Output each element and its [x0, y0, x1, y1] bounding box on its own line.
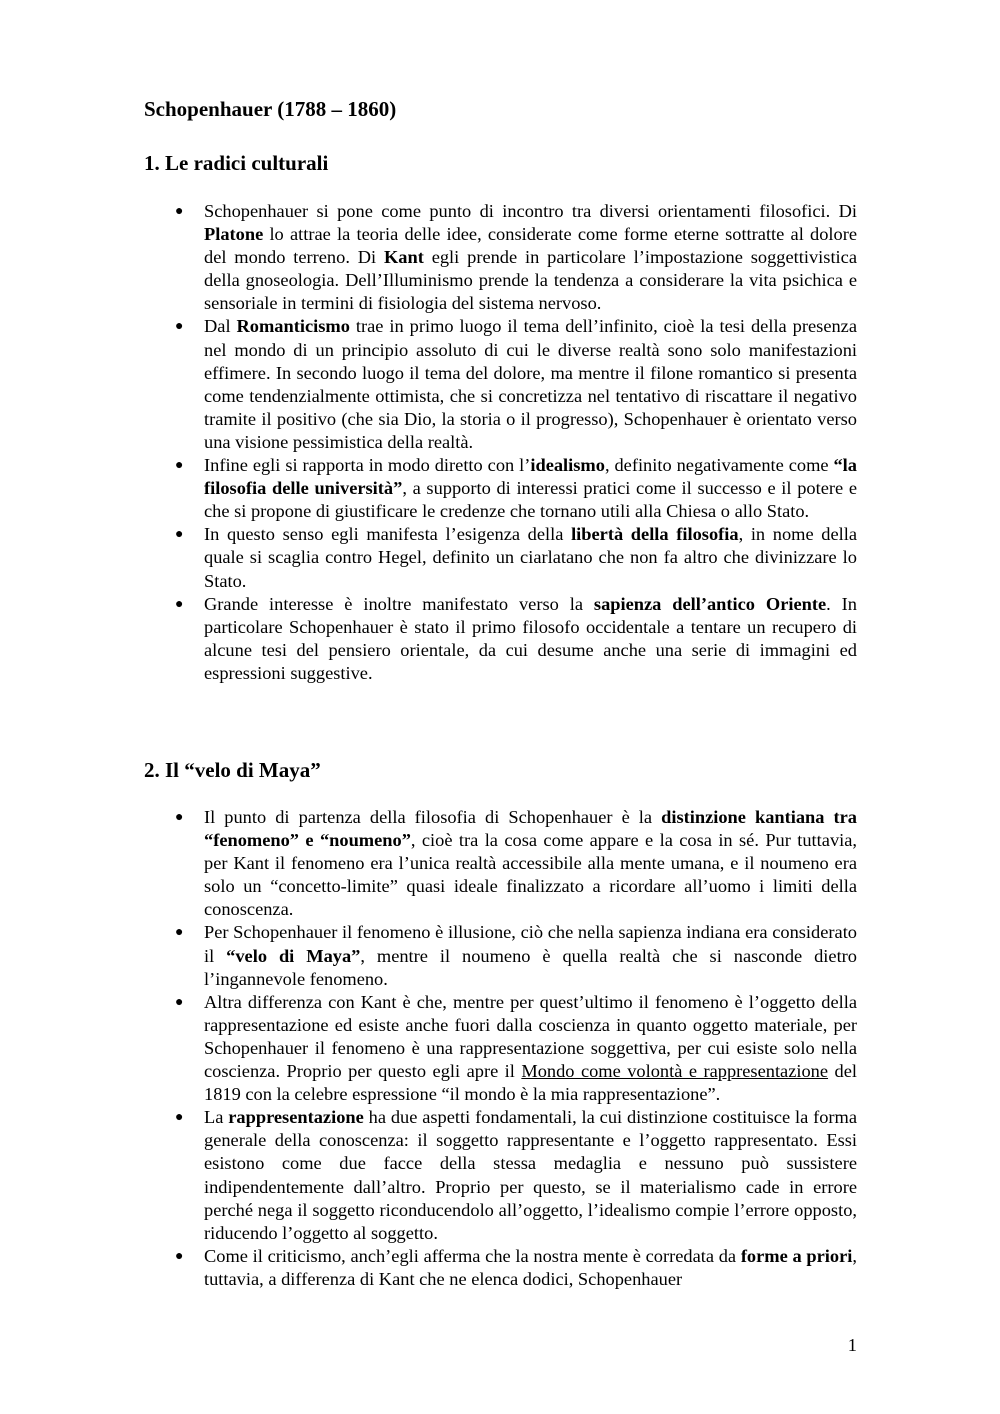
paragraph-text: , cioè tra la cosa come appare e la cosa in sé. Pur tuttavia, per Kant il fenomeno era l’unica realtà accessibile alla mente umana, e il noumeno era solo un “concetto-limite” quasi ideale finalizzato a ricordare all’uomo i limiti della conoscenza. — [204, 830, 858, 920]
paragraph-text: egli prende in particolare l’impostazione soggettivistica della gnoseologia. Dell’Illuminismo prende la tendenza a considerare la vita psichica e sensoriale in termini di fisiologia del sistema nervoso. — [204, 247, 857, 314]
document-title: Schopenhauer (1788 – 1860) — [144, 97, 397, 121]
bold-term: Kant — [384, 247, 424, 268]
bold-term: Romanticismo — [236, 316, 350, 337]
bold-term: “velo di Maya” — [226, 945, 361, 966]
bullet-icon — [175, 1245, 183, 1268]
page-number: 1 — [847, 1335, 857, 1355]
bold-term: forme a priori — [740, 1245, 853, 1266]
paragraph-text: , definito negativamente come — [604, 455, 834, 476]
paragraph-text: Schopenhauer si pone come punto di incontro tra diversi orientamenti filosofici. Di — [204, 201, 857, 221]
list-item — [204, 1245, 857, 1291]
list-item — [204, 593, 857, 685]
list-item — [204, 991, 857, 1106]
bullet-icon — [175, 200, 183, 223]
bold-term: idealismo — [530, 455, 605, 476]
paragraph-text: , in nome della quale si scaglia contro Hegel, definito un ciarlatano che non fa altro che divinizzare lo Stato. — [204, 524, 858, 591]
bullet-icon — [175, 315, 183, 338]
bullet-icon — [175, 454, 183, 477]
list-item — [204, 523, 857, 592]
paragraph-text: ha due aspetti fondamentali, la cui distinzione costituisce la forma generale della conoscenza: il soggetto rappresentante e l’oggetto rappresentato. Essi esistono come due facce della stessa medaglia e nessuno può sussistere indipendentemente dall’altro. Proprio per questo, se il materialismo cade in errore perché nega il soggetto riconducendolo all’oggetto, l’idealismo compie l’errore opposto, riducendo l’oggetto al soggetto. — [204, 1107, 857, 1243]
list-item — [204, 921, 857, 990]
paragraph-text: , a supporto di interessi pratici come il successo e il potere e che si propone di giustificare le credenze che tornano utili alla Chiesa o allo Stato. — [204, 478, 857, 522]
paragraph-text: lo attrae la teoria delle idee, considerate come forme eterne sottratte al dolore del mondo terreno. Di — [204, 224, 857, 268]
section2-bullet-list — [204, 806, 857, 1291]
list-item — [204, 200, 857, 315]
paragraph-text: Per Schopenhauer il fenomeno è illusione, ciò che nella sapienza indiana era considerato il — [204, 922, 857, 966]
bold-term: sapienza dell’antico Oriente — [593, 593, 827, 614]
bullet-icon — [175, 991, 183, 1014]
bullet-icon — [175, 593, 183, 616]
paragraph-text: Infine egli si rapporta in modo diretto con l’ — [204, 455, 531, 476]
bold-term: distinzione kantiana tra “fenomeno” e “noumeno” — [204, 807, 858, 851]
paragraph-text: Il punto di partenza della filosofia di Schopenhauer è la — [204, 807, 662, 827]
paragraph-text: trae in primo luogo il tema dell’infinito, cioè la tesi della presenza nel mondo di un principio assoluto di cui le diverse realtà sono solo manifestazioni effimere. In secondo luogo il tema del dolore, ma mentre il filone romantico si presenta come tendenzialmente ottimista, che si concretizza nel tentativo di riscattare il negativo tramite il positivo (che sia Dio, la storia o il progresso), Schopenhauer è orientato verso una visione pessimistica della realtà. — [204, 316, 857, 452]
bullet-icon — [175, 1106, 183, 1129]
list-item — [204, 315, 857, 454]
paragraph-text: del 1819 con la celebre espressione “il mondo è la mia rappresentazione”. — [204, 1061, 857, 1105]
list-item — [204, 454, 857, 523]
paragraph-text: . In particolare Schopenhauer è stato il primo filosofo occidentale a tentare un recupero di alcune tesi del pensiero orientale, da cui desume anche una serie di immagini ed espressioni suggestive. — [204, 593, 857, 683]
section-heading-velo-di-maya: 2. Il “velo di Maya” — [144, 758, 321, 782]
bold-term: Platone — [204, 224, 264, 245]
bold-term: libertà della filosofia — [571, 524, 739, 545]
paragraph-text: In questo senso egli manifesta l’esigenza della — [204, 524, 572, 545]
list-item — [204, 806, 857, 921]
paragraph-text: Grande interesse è inoltre manifestato verso la — [204, 593, 594, 614]
paragraph-text: , tuttavia, a differenza di Kant che ne elenca dodici, Schopenhauer — [204, 1245, 857, 1289]
bullet-icon — [175, 806, 183, 829]
underlined-title: Mondo come volontà e rappresentazione — [521, 1061, 829, 1082]
bullet-icon — [175, 523, 183, 546]
bullet-icon — [175, 921, 183, 944]
paragraph-text: Altra differenza con Kant è che, mentre per quest’ultimo il fenomeno è l’oggetto della rappresentazione ed esiste anche fuori dalla coscienza in quanto oggetto materiale, per Schopenhauer il fenomeno è una rappresentazione soggettiva, per cui esiste solo nella coscienza. Proprio per questo egli apre il — [204, 991, 857, 1082]
list-item — [204, 1106, 857, 1245]
section1-bullet-list — [204, 200, 857, 685]
bold-term: “la filosofia delle università” — [204, 455, 857, 499]
bold-term: rappresentazione — [228, 1107, 364, 1128]
paragraph-text: Come il criticismo, anch’egli afferma che la nostra mente è corredata da — [204, 1245, 741, 1266]
paragraph-text: La — [204, 1107, 229, 1128]
paragraph-text: Dal — [204, 316, 237, 337]
section-heading-radici-culturali: 1. Le radici culturali — [144, 151, 329, 175]
paragraph-text: , mentre il noumeno è quella realtà che si nasconde dietro l’ingannevole fenomeno. — [204, 945, 857, 989]
